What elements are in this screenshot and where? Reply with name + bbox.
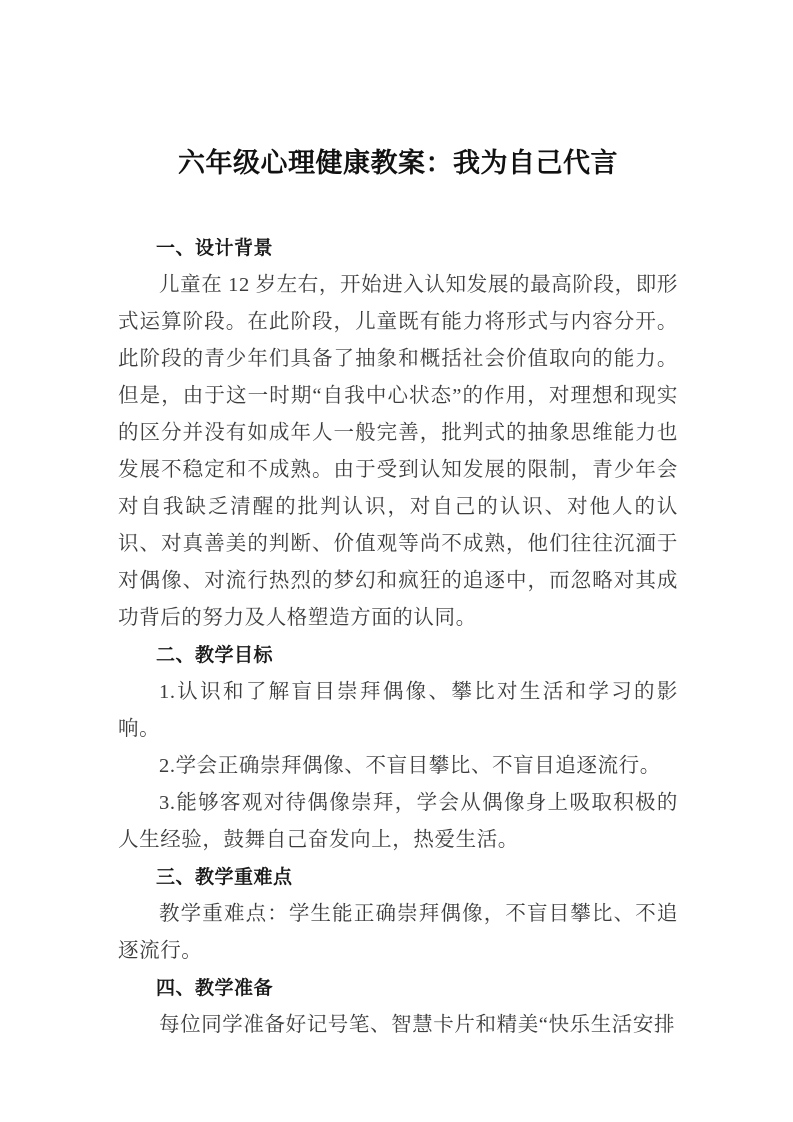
section-heading-4: 四、教学准备 xyxy=(156,977,274,999)
section-4-paragraph-1: 每位同学准备好记号笔、智慧卡片和精美“快乐生活安排 xyxy=(159,1014,676,1036)
section-heading-3: 三、教学重难点 xyxy=(156,866,293,888)
section-3-paragraph-1: 教学重难点：学生能正确崇拜偶像，不盲目攀比、不追逐流行。 xyxy=(118,903,678,962)
page-title: 六年级心理健康教案：我为自己代言 xyxy=(178,148,618,179)
section-2-objective-3: 3.能够客观对待偶像崇拜，学会从偶像身上吸取积极的人生经验，鼓舞自己奋发向上，热爱生活。 xyxy=(118,792,678,851)
section-heading-2: 二、教学目标 xyxy=(156,644,274,666)
section-1-paragraph-1: 儿童在 12 岁左右，开始进入认知发展的最高阶段，即形式运算阶段。在此阶段，儿童既有能力将形式与内容分开。此阶段的青少年们具备了抽象和概括社会价值取向的能力。但是，由于这一时期“自我中心状态”的作用，对理想和现实的区分并没有如成年人一般完善，批判式的抽象思维能力也发展不稳定和不成熟。由于受到认知发展的限制，青少年会对自我缺乏清醒的批判认识，对自己的认识、对他人的认识、对真善美的判断、价值观等尚不成熟，他们往往沉湎于对偶像、对流行热烈的梦幻和疯狂的追逐中，而忽略对其成功背后的努力及人格塑造方面的认同。 xyxy=(118,274,678,629)
title-spacer xyxy=(118,184,678,230)
section-2-objective-1: 1.认识和了解盲目崇拜偶像、攀比对生活和学习的影响。 xyxy=(118,681,678,740)
section-heading-1: 一、设计背景 xyxy=(156,237,274,259)
document-content xyxy=(118,140,678,1044)
section-2-objective-2: 2.学会正确崇拜偶像、不盲目攀比、不盲目追逐流行。 xyxy=(159,755,661,777)
